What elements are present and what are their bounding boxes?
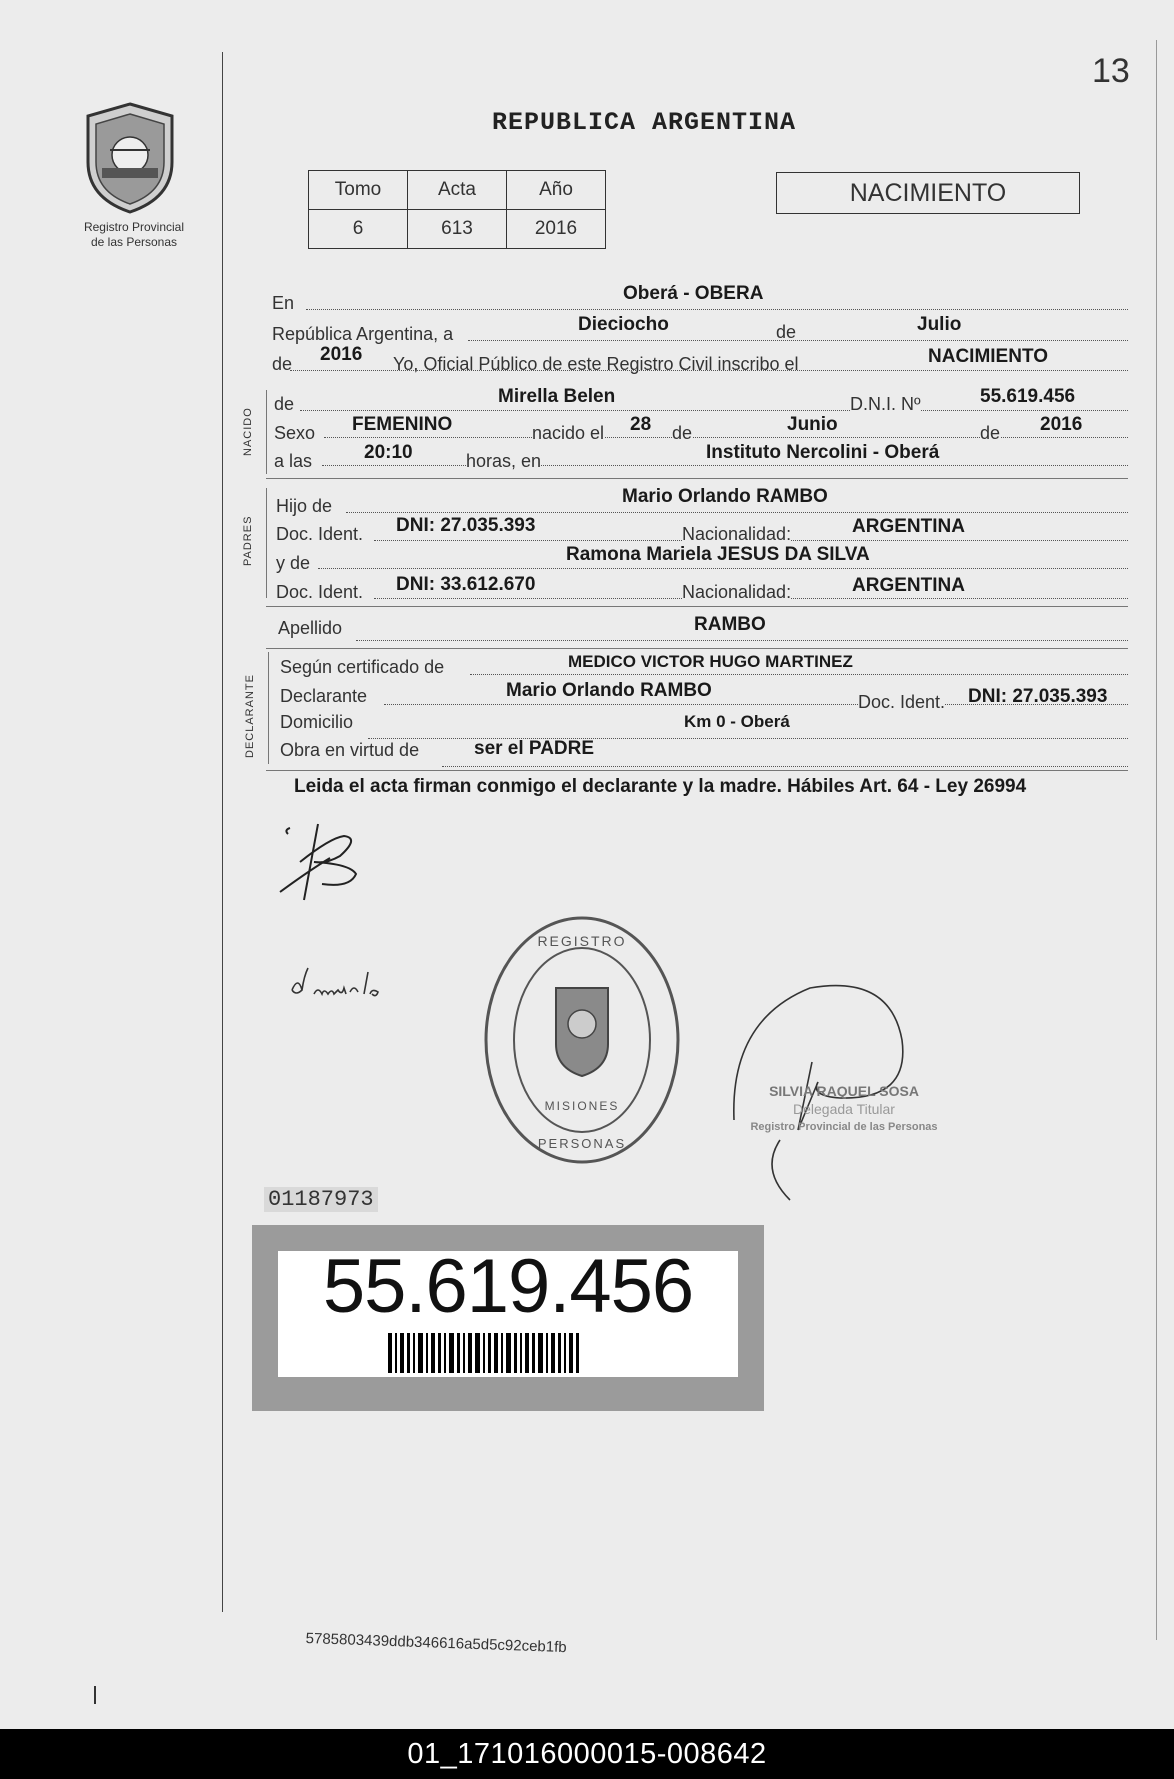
mother-name-value: Ramona Mariela JESUS DA SILVA	[566, 544, 870, 565]
crest-caption-line2: de las Personas	[90, 235, 178, 249]
register-value-ano: 2016	[507, 210, 606, 249]
nacido-bracket	[266, 390, 267, 474]
declarante-name-value: Mario Orlando RAMBO	[506, 680, 712, 701]
sticker-number: 55.619.456	[322, 1244, 694, 1329]
register-value-acta: 613	[408, 210, 507, 249]
official-seal	[480, 912, 684, 1168]
crest-caption	[60, 220, 208, 250]
republica-label: República Argentina, a	[272, 324, 454, 344]
official-name: SILVIA RAQUEL SOSA	[769, 1083, 919, 1099]
father-name-value: Mario Orlando RAMBO	[622, 486, 828, 507]
record-type-box: NACIMIENTO	[776, 172, 1080, 214]
provincial-crest-logo	[80, 100, 180, 216]
cert-label: Según certificado de	[280, 657, 445, 677]
svg-text:REGISTRO: REGISTRO	[537, 933, 627, 949]
declarante-label: Declarante	[280, 686, 368, 706]
hijo-de-label: Hijo de	[276, 496, 333, 516]
father-doc-label: Doc. Ident.	[276, 524, 364, 544]
register-value-tomo: 6	[309, 210, 408, 249]
obra-value: ser el PADRE	[474, 738, 595, 759]
horas-label: horas, en	[466, 451, 542, 471]
nacido-de3-label: de	[980, 423, 1001, 443]
sticker-serial: 01187973	[264, 1187, 378, 1212]
official-org: Registro Provincial de las Personas	[750, 1121, 938, 1133]
mother-doc-value: DNI: 33.612.670	[396, 574, 536, 595]
birth-day-value: 28	[630, 414, 652, 435]
birth-place-value: Instituto Nercolini - Oberá	[706, 442, 940, 463]
year-value: 2016	[320, 344, 363, 365]
mother-doc-label: Doc. Ident.	[276, 582, 364, 602]
svg-text:MISIONES: MISIONES	[544, 1099, 620, 1113]
margin-tick	[94, 1686, 96, 1704]
declarante-doc-label: Doc. Ident.	[858, 692, 946, 712]
birth-time-value: 20:10	[364, 442, 413, 463]
register-table	[308, 170, 606, 249]
en-label: En	[272, 293, 295, 313]
declarant-signature	[270, 818, 380, 904]
month-value: Julio	[917, 314, 962, 335]
domicilio-label: Domicilio	[280, 712, 354, 732]
scan-footer-id: 01_171016000015-008642	[0, 1729, 1174, 1779]
birth-month-value: Junio	[787, 414, 838, 435]
declarante-section-label: DECLARANTE	[244, 674, 256, 758]
obra-label: Obra en virtud de	[280, 740, 420, 760]
sexo-label: Sexo	[274, 423, 316, 443]
separator	[266, 770, 1128, 771]
father-doc-value: DNI: 27.035.393	[396, 515, 536, 536]
page-number: 13	[1092, 52, 1130, 90]
barcode	[388, 1333, 628, 1373]
separator	[266, 648, 1128, 649]
alas-label: a las	[274, 451, 313, 471]
margin-rule	[222, 52, 223, 1612]
register-header-tomo: Tomo	[309, 171, 408, 210]
svg-text:PERSONAS: PERSONAS	[537, 1136, 627, 1151]
mother-nat-label: Nacionalidad:	[682, 582, 792, 602]
crest-caption-line1: Registro Provincial	[83, 220, 185, 234]
right-edge-rule	[1156, 40, 1157, 1640]
domicilio-value: Km 0 - Oberá	[684, 712, 790, 731]
nacido-de2-label: de	[672, 423, 693, 443]
oficial-label: Yo, Oficial Público de este Registro Civil inscribo el	[393, 354, 799, 374]
de-label: de	[776, 322, 797, 342]
padres-section-label: PADRES	[242, 515, 254, 566]
sticker-label	[278, 1244, 738, 1377]
apellido-label: Apellido	[278, 618, 343, 638]
document-title: REPUBLICA ARGENTINA	[492, 108, 797, 137]
official-stamp	[734, 1082, 954, 1136]
official-role: Delegada Titular	[793, 1101, 895, 1117]
nacido-de-label: de	[274, 394, 295, 414]
certificate-value: MEDICO VICTOR HUGO MARTINEZ	[568, 652, 853, 671]
dni-sticker	[252, 1225, 764, 1411]
nacido-el-label: nacido el	[532, 423, 605, 443]
location-value: Oberá - OBERA	[623, 283, 764, 304]
register-header-acta: Acta	[408, 171, 507, 210]
document-hash: 5785803439ddb346616a5d5c92ceb1fb	[305, 1630, 567, 1657]
de2-label: de	[272, 354, 293, 374]
y-de-label: y de	[276, 553, 311, 573]
register-header-ano: Año	[507, 171, 606, 210]
father-nat-label: Nacionalidad:	[682, 524, 792, 544]
separator	[266, 478, 1128, 479]
act-type-value: NACIMIENTO	[928, 346, 1048, 367]
nacido-section-label: NACIDO	[242, 407, 254, 456]
padres-bracket	[266, 488, 267, 598]
child-name-value: Mirella Belen	[498, 386, 616, 407]
line-date	[468, 316, 1128, 341]
handwritten-note	[286, 966, 396, 1006]
father-nationality-value: ARGENTINA	[852, 516, 965, 537]
apellido-value: RAMBO	[694, 614, 766, 635]
mother-nationality-value: ARGENTINA	[852, 575, 965, 596]
sexo-value: FEMENINO	[352, 414, 453, 435]
closing-note: Leida el acta firman conmigo el declarante y la madre. Hábiles Art. 64 - Ley 26994	[294, 776, 1027, 797]
day-value: Dieciocho	[578, 314, 669, 335]
dni-label: D.N.I. Nº	[850, 394, 921, 414]
declarante-doc-value: DNI: 27.035.393	[968, 686, 1108, 707]
declarante-bracket	[268, 652, 269, 764]
child-dni-value: 55.619.456	[980, 386, 1076, 407]
separator	[266, 606, 1128, 607]
birth-year-value: 2016	[1040, 414, 1083, 435]
